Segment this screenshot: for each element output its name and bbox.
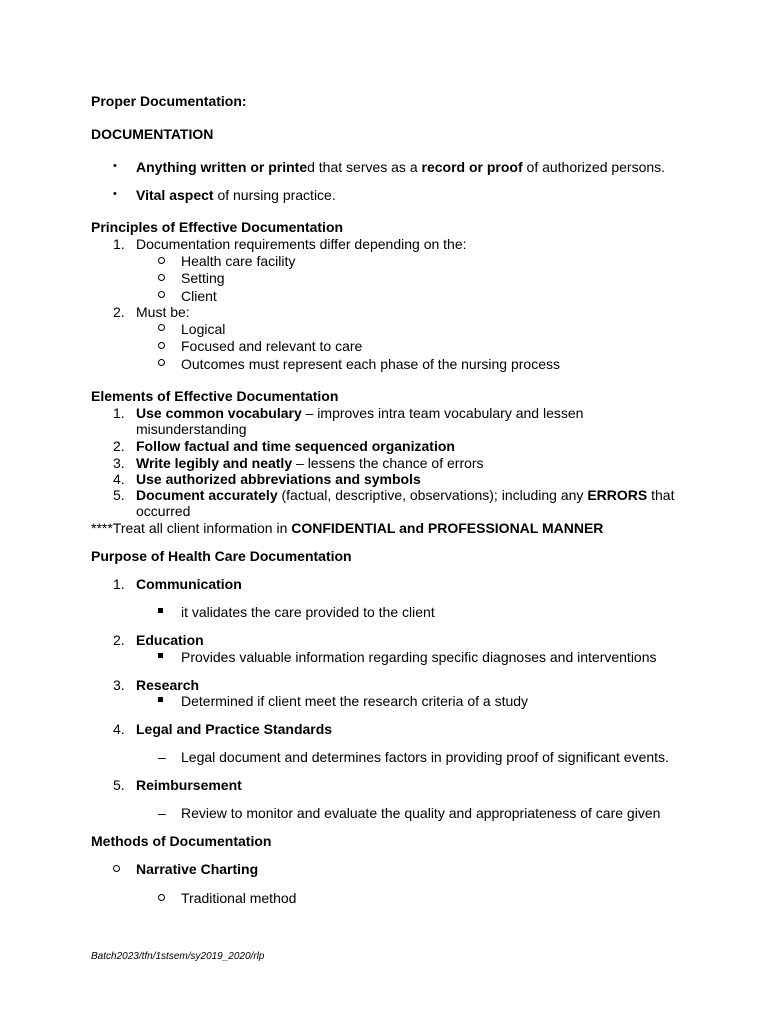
principles-heading: Principles of Effective Documentation	[91, 219, 344, 235]
list-item: Client	[181, 288, 217, 304]
documentation-bullet-1: Anything written or printed that serves as a record or proof of authorized persons.	[136, 159, 666, 175]
elements-item-4: Use authorized abbreviations and symbols	[136, 471, 421, 487]
methods-heading: Methods of Documentation	[91, 833, 272, 849]
methods-item-1: Narrative Charting	[136, 861, 259, 877]
elements-heading: Elements of Effective Documentation	[91, 388, 339, 404]
dash-bullet: –	[158, 805, 166, 821]
circle-bullet-icon	[158, 359, 165, 366]
list-item: Health care facility	[181, 253, 296, 269]
elements-item-3: Write legibly and neatly – lessens the chance of errors	[136, 455, 484, 471]
documentation-bullet-2: Vital aspect of nursing practice.	[136, 187, 336, 203]
elements-item-1: Use common vocabulary – improves intra team vocabulary and lessen	[136, 405, 584, 421]
list-item: Provides valuable information regarding specific diagnoses and interventions	[181, 649, 657, 665]
list-number: 2.	[113, 632, 125, 648]
principles-item-1: Documentation requirements differ depending on the:	[136, 236, 467, 252]
list-item: Review to monitor and evaluate the quality and appropriateness of care given	[181, 805, 661, 821]
purpose-item-4: Legal and Practice Standards	[136, 721, 333, 737]
purpose-item-5: Reimbursement	[136, 777, 242, 793]
square-bullet-icon	[158, 608, 163, 613]
bullet-dot: •	[113, 160, 117, 172]
list-number: 2.	[113, 304, 125, 320]
circle-bullet-icon	[158, 894, 165, 901]
list-number: 1.	[113, 236, 125, 252]
page-footer: Batch2023/tfn/1stsem/sy2019_2020/rlp	[91, 951, 265, 962]
purpose-item-3: Research	[136, 677, 200, 693]
circle-bullet-icon	[158, 257, 165, 264]
list-item: Legal document and determines factors in providing proof of significant events.	[181, 749, 669, 765]
elements-item-5: Document accurately (factual, descriptive, observations); including any ERRORS that	[136, 487, 675, 503]
dash-bullet: –	[158, 749, 166, 765]
square-bullet-icon	[158, 653, 163, 658]
list-number: 4.	[113, 471, 125, 487]
circle-bullet-icon	[113, 865, 120, 872]
list-item: Setting	[181, 270, 225, 286]
circle-bullet-icon	[158, 342, 165, 349]
purpose-item-2: Education	[136, 632, 204, 648]
bullet-dot: •	[113, 188, 117, 200]
list-number: 4.	[113, 721, 125, 737]
purpose-heading: Purpose of Health Care Documentation	[91, 548, 352, 564]
square-bullet-icon	[158, 697, 163, 702]
list-number: 1.	[113, 576, 125, 592]
list-item: Focused and relevant to care	[181, 338, 363, 354]
list-number: 5.	[113, 777, 125, 793]
section-heading-documentation: DOCUMENTATION	[91, 126, 214, 142]
list-item: it validates the care provided to the client	[181, 604, 435, 620]
circle-bullet-icon	[158, 274, 165, 281]
elements-item-1-continued: misunderstanding	[136, 421, 247, 437]
circle-bullet-icon	[158, 291, 165, 298]
list-number: 5.	[113, 487, 125, 503]
list-item: Logical	[181, 321, 226, 337]
principles-item-2: Must be:	[136, 304, 190, 320]
list-item: Determined if client meet the research criteria of a study	[181, 693, 529, 709]
circle-bullet-icon	[158, 324, 165, 331]
page-title: Proper Documentation:	[91, 93, 247, 109]
elements-item-2: Follow factual and time sequenced organization	[136, 438, 455, 454]
confidentiality-note: ****Treat all client information in CONFIDENTIAL and PROFESSIONAL MANNER	[91, 520, 604, 536]
elements-item-5-continued: occurred	[136, 503, 191, 519]
list-number: 2.	[113, 438, 125, 454]
list-item: Outcomes must represent each phase of the nursing process	[181, 356, 560, 372]
list-item: Traditional method	[181, 890, 297, 906]
list-number: 1.	[113, 405, 125, 421]
list-number: 3.	[113, 677, 125, 693]
purpose-item-1: Communication	[136, 576, 242, 592]
list-number: 3.	[113, 455, 125, 471]
